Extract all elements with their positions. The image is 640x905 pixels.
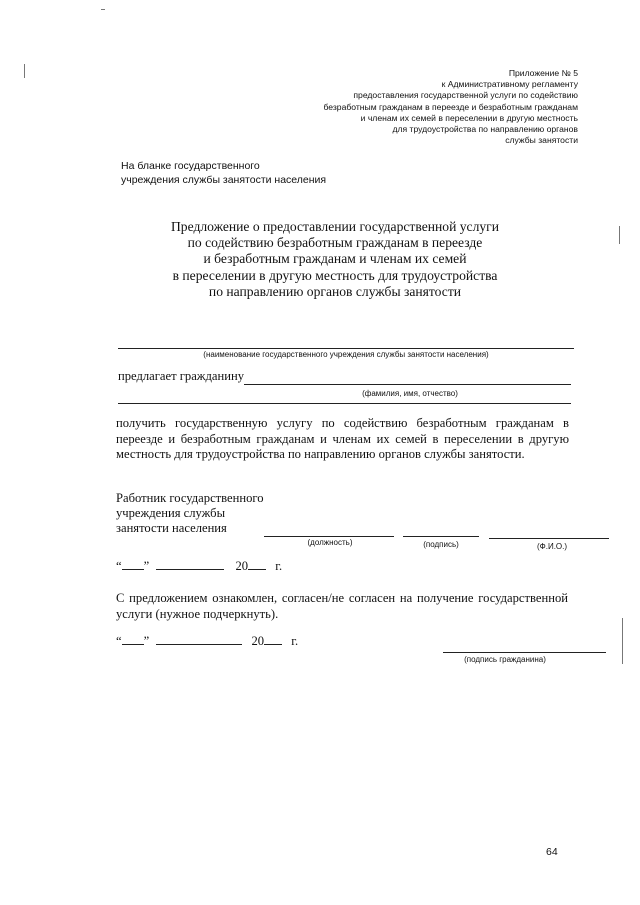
citizen-fio-field[interactable] <box>244 384 571 385</box>
worker-line: занятости населения <box>116 521 227 535</box>
citizen-signature-field[interactable] <box>443 652 606 653</box>
appendix-line: безработным гражданам в переезде и безработным гражданам <box>323 101 578 112</box>
institution-caption: (наименование государственного учреждения службы занятости населения) <box>203 350 489 359</box>
letterhead-note <box>121 160 326 187</box>
citizen-signature-caption: (подпись гражданина) <box>464 655 546 664</box>
date-day-field[interactable] <box>122 558 144 570</box>
appendix-line: и членам их семей в переселении в другую местность <box>360 112 578 123</box>
letterhead-line: На бланке государственного <box>121 160 260 172</box>
letterhead-line: учреждения службы занятости населения <box>121 173 327 186</box>
appendix-line: Приложение № 5 <box>508 68 578 78</box>
offer-body-text: получить государственную услугу по содействию безработным гражданам в переезде и безработным гражданам и членам их семей в переселении в другую местность для трудоустройства по направлению органов службы занятости. <box>116 416 569 462</box>
document-title <box>140 219 530 300</box>
title-line: по направлению органов службы занятости <box>208 283 462 299</box>
signature-field[interactable] <box>403 536 479 537</box>
position-field[interactable] <box>264 536 394 537</box>
appendix-line: предоставления государственной услуги по содействию <box>353 90 578 101</box>
date-year-field[interactable] <box>264 633 282 645</box>
title-line: в переселении в другую местность для трудоустройства <box>172 267 498 283</box>
date-open-quote: “ <box>116 634 122 648</box>
date-month-field[interactable] <box>156 558 224 570</box>
institution-name-field[interactable] <box>118 348 574 349</box>
fio-caption: (фамилия, имя, отчество) <box>362 389 458 398</box>
date-row <box>116 558 282 575</box>
appendix-line: службы занятости <box>505 135 578 146</box>
date-day-field[interactable] <box>122 633 144 645</box>
worker-line: учреждения службы <box>116 506 226 520</box>
scan-mark <box>101 9 105 10</box>
title-line: по содействию безработным гражданам в переезде <box>187 235 483 251</box>
date-year-prefix: 20 <box>251 634 265 648</box>
offers-label: предлагает гражданину <box>118 369 245 383</box>
scan-mark <box>24 64 25 78</box>
date-year-field[interactable] <box>248 558 266 570</box>
name-caption: (Ф.И.О.) <box>536 542 568 551</box>
date-close-quote: ” <box>143 634 150 648</box>
scan-mark <box>619 226 620 244</box>
name-field[interactable] <box>489 538 609 539</box>
date-open-quote: “ <box>116 559 122 573</box>
worker-line: Работник государственного <box>116 491 264 505</box>
page-number: 64 <box>546 846 558 858</box>
scan-mark <box>622 618 623 664</box>
position-caption: (должность) <box>307 538 353 547</box>
citizen-fio-field-continued[interactable] <box>118 403 571 404</box>
citizen-date-row <box>116 633 298 650</box>
agreement-text: С предложением ознакомлен, согласен/не согласен на получение государственной услуги (нужное подчеркнуть). <box>116 591 568 621</box>
appendix-line: к Административному регламенту <box>441 79 578 90</box>
appendix-line: для трудоустройства по направлению органов <box>392 124 578 135</box>
appendix-header <box>248 68 578 146</box>
title-line: и безработным гражданам и членам их семей <box>203 251 467 267</box>
signature-caption: (подпись) <box>423 540 459 549</box>
date-year-prefix: 20 <box>235 559 249 573</box>
date-close-quote: ” <box>143 559 150 573</box>
worker-label <box>116 491 264 536</box>
date-month-field[interactable] <box>156 633 242 645</box>
date-year-suffix: г. <box>291 634 299 648</box>
date-year-suffix: г. <box>275 559 283 573</box>
title-line: Предложение о предоставлении государственной услуги <box>170 219 500 234</box>
